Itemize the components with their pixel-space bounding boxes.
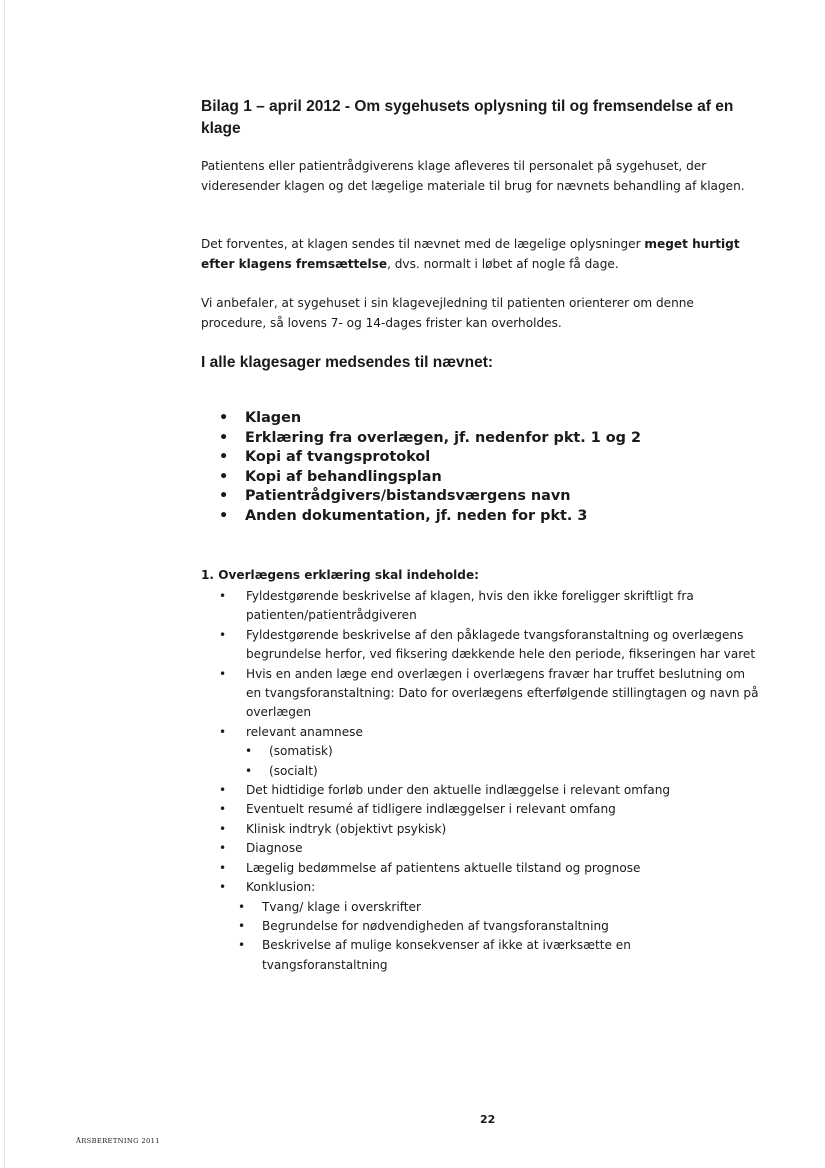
page-title: Bilag 1 – april 2012 - Om sygehusets oplysning til og fremsendelse af en klage	[201, 98, 734, 137]
list-item-label: Beskrivelse af mulige konsekvenser af ikke at iværksætte en tvangsforanstaltning	[262, 938, 631, 972]
list-item-label: relevant anamnese	[246, 724, 363, 739]
required-documents-list	[219, 409, 739, 527]
list-item	[245, 742, 759, 761]
list-item	[238, 917, 759, 936]
bullet-icon: •	[219, 449, 229, 466]
list-item-label: Kopi af tvangsprotokol	[245, 449, 431, 466]
bullet-icon: •	[245, 763, 253, 778]
bullet-icon: •	[245, 744, 253, 759]
list-item-label: Klinisk indtryk (objektivt psykisk)	[246, 821, 447, 836]
bullet-icon: •	[238, 899, 246, 914]
list-item-label: Konklusion:	[246, 880, 316, 895]
list-item-label: Hvis en anden læge end overlægen i overlægens fravær har truffet beslutning om en tvangsforanstaltning: Dato for overlægens efterfølgende stillingtagen og navn på overlægen	[246, 666, 759, 720]
paragraph-recommendation: Vi anbefaler, at sygehuset i sin klagevejledning til patienten orienterer om denne procedure, så lovens 7- og 14-dages frister kan overholdes.	[201, 296, 694, 330]
list-item	[219, 800, 759, 819]
footer-report-name: ÅRSBERETNING 2011	[76, 1137, 160, 1145]
bullet-icon: •	[219, 880, 227, 895]
list-item-label: Det hidtidige forløb under den aktuelle indlæggelse i relevant omfang	[246, 783, 671, 798]
bullet-icon: •	[219, 666, 227, 681]
declaration-contents-list	[219, 587, 759, 975]
list-item	[219, 781, 759, 800]
list-item-label: Anden dokumentation, jf. neden for pkt. 3	[245, 507, 588, 524]
page-number: 22	[480, 1113, 496, 1126]
bullet-icon: •	[219, 802, 227, 817]
bullet-icon: •	[219, 724, 227, 739]
list-item	[219, 665, 759, 723]
paragraph-complaint-delivery: Patientens eller patientrådgiverens klage afleveres til personalet på sygehuset, der videresender klagen og det lægelige materiale til brug for nævnets behandling af klagen.	[201, 159, 745, 193]
list-item-label: Lægelig bedømmelse af patientens aktuelle tilstand og prognose	[246, 860, 641, 875]
list-item	[219, 878, 759, 975]
list-item	[219, 723, 759, 781]
list-item-label: Tvang/ klage i overskrifter	[262, 899, 421, 914]
list-item-label: (somatisk)	[269, 744, 333, 759]
list-item-label: Kopi af behandlingsplan	[245, 468, 442, 485]
list-item	[219, 859, 759, 878]
list-item	[238, 936, 759, 975]
konklusion-sublist	[238, 898, 759, 976]
anamnese-sublist	[245, 742, 759, 781]
list-item-label: Patientrådgivers/bistandsværgens navn	[245, 488, 571, 505]
section-heading-all-cases: I alle klagesager medsendes til nævnet:	[201, 354, 494, 371]
list-item	[219, 429, 739, 449]
bullet-icon: •	[219, 860, 227, 875]
list-item	[238, 898, 759, 917]
list-item	[245, 762, 759, 781]
bullet-icon: •	[219, 627, 227, 642]
subsection-heading-declaration: 1. Overlægens erklæring skal indeholde:	[201, 568, 479, 582]
list-item	[219, 839, 759, 858]
list-item	[219, 507, 739, 527]
paragraph-expectation-start: Det forventes, at klagen sendes til nævnet med de lægelige oplysninger	[201, 237, 645, 251]
list-item-label: Klagen	[245, 410, 302, 426]
paragraph-expectation-end: , dvs. normalt i løbet af nogle få dage.	[387, 257, 619, 271]
list-item	[219, 487, 739, 507]
list-item-label: Fyldestgørende beskrivelse af klagen, hvis den ikke foreligger skriftligt fra patienten/patientrådgiveren	[246, 589, 694, 623]
list-item-label: Begrundelse for nødvendigheden af tvangsforanstaltning	[262, 918, 609, 933]
list-item	[219, 820, 759, 839]
bullet-icon: •	[219, 783, 227, 798]
bullet-icon: •	[219, 821, 227, 836]
bullet-icon: •	[219, 488, 229, 505]
list-item	[219, 448, 739, 468]
list-item	[219, 468, 739, 488]
paragraph-expectation-emphasis: meget hurtigt efter klagens fremsættelse	[201, 237, 740, 271]
bullet-icon: •	[219, 429, 229, 446]
list-item	[219, 409, 739, 429]
list-item	[219, 626, 759, 665]
bullet-icon: •	[219, 410, 229, 426]
paragraph-expectation	[201, 234, 751, 274]
bullet-icon: •	[219, 589, 227, 603]
bullet-icon: •	[219, 468, 229, 485]
bullet-icon: •	[219, 841, 227, 856]
scan-edge-line	[4, 0, 5, 1168]
bullet-icon: •	[219, 507, 229, 524]
list-item	[219, 587, 759, 626]
bullet-icon: •	[238, 918, 246, 933]
list-item-label: (socialt)	[269, 763, 318, 778]
list-item-label: Eventuelt resumé af tidligere indlæggelser i relevant omfang	[246, 802, 616, 817]
list-item-label: Erklæring fra overlægen, jf. nedenfor pkt. 1 og 2	[245, 429, 642, 446]
list-item-label: Fyldestgørende beskrivelse af den påklagede tvangsforanstaltning og overlægens begrundelse herfor, ved fiksering dækkende hele den periode, fikseringen har varet	[246, 627, 756, 662]
bullet-icon: •	[238, 938, 246, 953]
list-item-label: Diagnose	[246, 841, 303, 856]
